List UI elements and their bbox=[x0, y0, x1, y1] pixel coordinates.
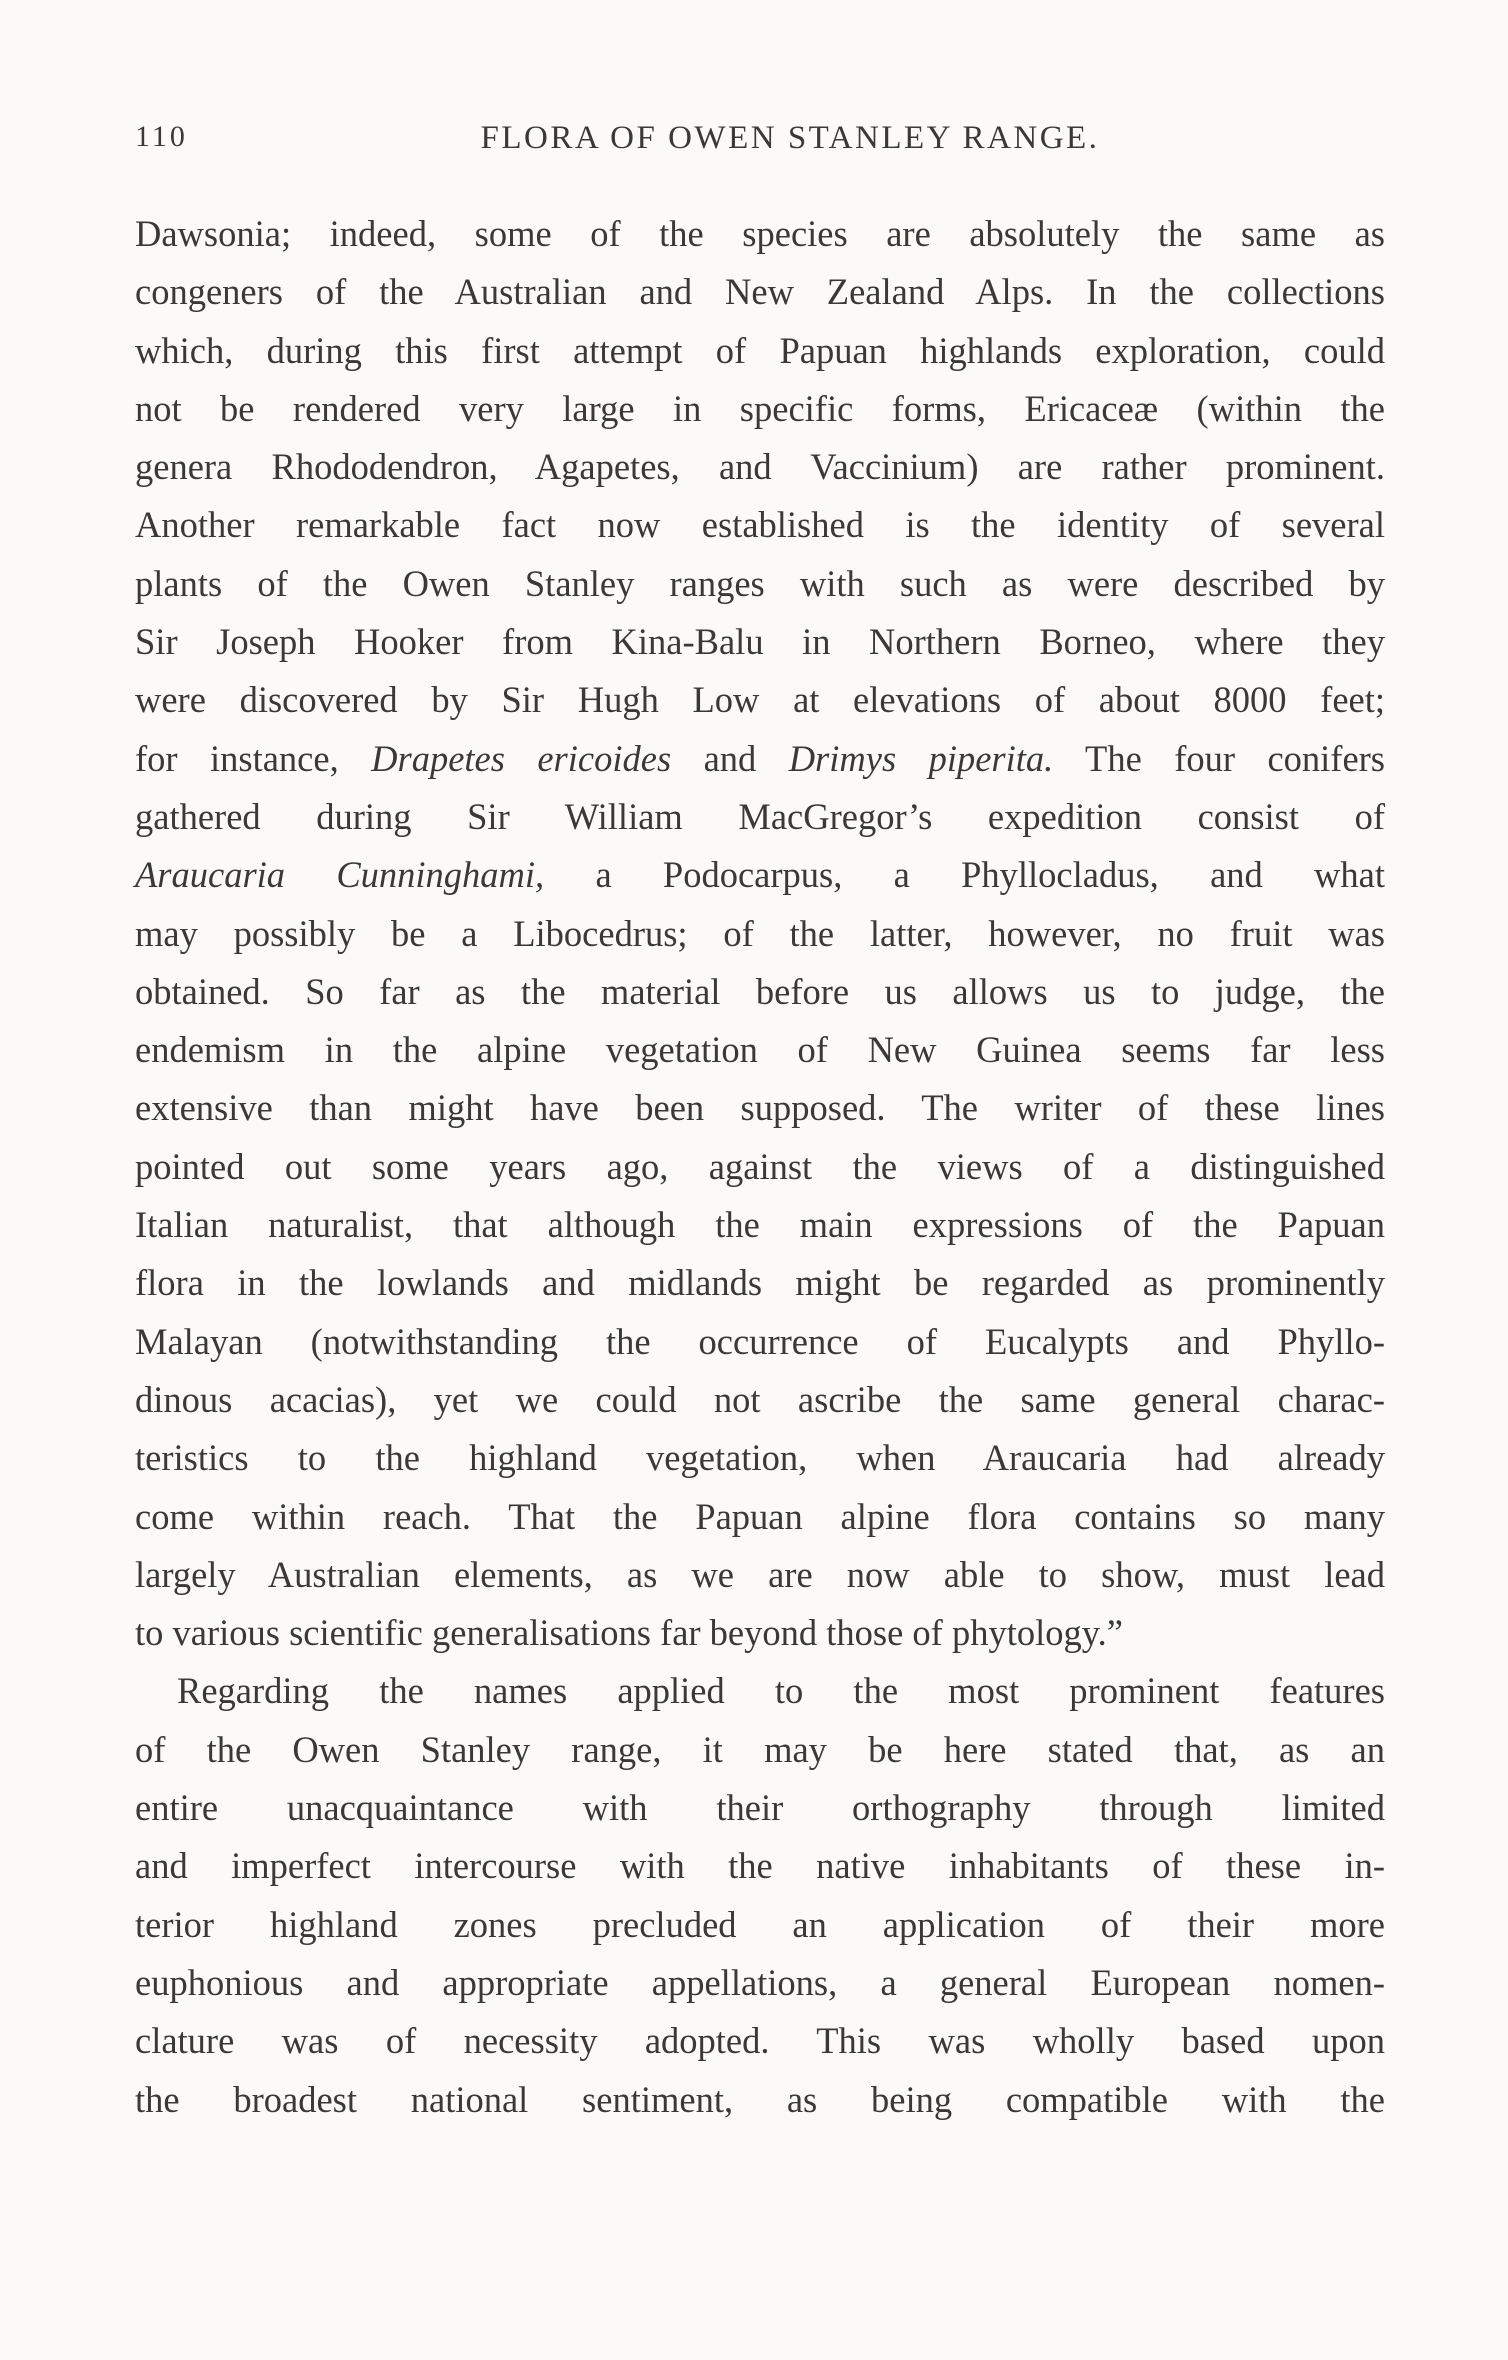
text-segment: Another remarkable fact now established is the identity of several bbox=[135, 504, 1385, 546]
text-line bbox=[135, 1196, 1385, 1254]
text-line bbox=[135, 1021, 1385, 1079]
text-segment: and bbox=[671, 737, 789, 779]
text-segment: the broadest national sentiment, as being compatible with the bbox=[135, 2078, 1385, 2120]
text-segment: endemism in the alpine vegetation of New Guinea seems far less bbox=[135, 1029, 1385, 1071]
text-line bbox=[135, 1837, 1385, 1895]
text-line bbox=[135, 1371, 1385, 1429]
text-line bbox=[135, 205, 1385, 263]
page-number: 110 bbox=[135, 120, 188, 153]
text-segment: come within reach. That the Papuan alpine flora contains so many bbox=[135, 1495, 1385, 1537]
text-segment: Sir Joseph Hooker from Kina-Balu in Northern Borneo, where they bbox=[135, 621, 1385, 663]
text-segment: clature was of necessity adopted. This was wholly based upon bbox=[135, 2020, 1385, 2062]
text-segment: for instance, bbox=[135, 737, 372, 779]
text-segment: a Podocarpus, a Phyllocladus, and what bbox=[544, 854, 1385, 896]
text-segment: largely Australian elements, as we are now able to show, must lead bbox=[135, 1553, 1385, 1595]
text-line bbox=[135, 1604, 1385, 1662]
text-segment: obtained. So far as the material before us allows us to judge, the bbox=[135, 970, 1385, 1012]
text-segment: and imperfect intercourse with the native inhabitants of these in- bbox=[135, 1845, 1385, 1887]
text-line bbox=[135, 380, 1385, 438]
text-segment: which, during this first attempt of Papuan highlands exploration, could bbox=[135, 329, 1385, 371]
text-line bbox=[135, 1896, 1385, 1954]
text-segment: genera Rhododendron, Agapetes, and Vaccinium) are rather prominent. bbox=[135, 446, 1385, 488]
italic-text: Drapetes ericoides bbox=[371, 737, 672, 779]
text-line bbox=[135, 1721, 1385, 1779]
text-segment: extensive than might have been supposed. The writer of these lines bbox=[135, 1087, 1385, 1129]
text-segment: teristics to the highland vegetation, when Araucaria had already bbox=[135, 1437, 1385, 1479]
text-segment: terior highland zones precluded an application of their more bbox=[135, 1903, 1385, 1945]
text-line bbox=[135, 555, 1385, 613]
text-segment: euphonious and appropriate appellations, a general European nomen- bbox=[135, 1961, 1385, 2003]
text-line bbox=[135, 1779, 1385, 1837]
text-segment: The four conifers bbox=[1053, 737, 1386, 779]
text-line bbox=[135, 1138, 1385, 1196]
italic-text: Araucaria Cunninghami, bbox=[135, 854, 545, 896]
text-line bbox=[135, 788, 1385, 846]
page-header bbox=[135, 120, 1385, 170]
text-line bbox=[135, 846, 1385, 904]
text-line bbox=[135, 730, 1385, 788]
text-line bbox=[135, 438, 1385, 496]
body-text bbox=[135, 205, 1385, 2129]
text-segment: not be rendered very large in specific forms, Ericaceæ (within the bbox=[135, 387, 1385, 429]
text-segment: were discovered by Sir Hugh Low at elevations of about 8000 feet; bbox=[135, 679, 1385, 721]
text-segment: pointed out some years ago, against the views of a distinguished bbox=[135, 1145, 1385, 1187]
text-segment: flora in the lowlands and midlands might be regarded as prominently bbox=[135, 1262, 1385, 1304]
text-line bbox=[135, 1079, 1385, 1137]
text-line bbox=[135, 1313, 1385, 1371]
text-segment: congeners of the Australian and New Zealand Alps. In the collections bbox=[135, 271, 1385, 313]
text-segment: dinous acacias), yet we could not ascribe the same general charac- bbox=[135, 1378, 1385, 1420]
text-line bbox=[135, 613, 1385, 671]
text-line bbox=[135, 2012, 1385, 2070]
text-segment: to various scientific generalisations far beyond those of phytology.” bbox=[135, 1612, 1123, 1654]
text-line bbox=[135, 496, 1385, 554]
text-line bbox=[135, 671, 1385, 729]
text-line bbox=[135, 322, 1385, 380]
text-segment: plants of the Owen Stanley ranges with such as were described by bbox=[135, 562, 1385, 604]
text-line bbox=[135, 963, 1385, 1021]
text-line bbox=[135, 1954, 1385, 2012]
text-segment: Dawsonia; indeed, some of the species are absolutely the same as bbox=[135, 213, 1385, 254]
text-segment: of the Owen Stanley range, it may be here stated that, as an bbox=[135, 1728, 1385, 1770]
text-line bbox=[135, 263, 1385, 321]
italic-text: Drimys piperita. bbox=[788, 737, 1054, 779]
text-segment: gathered during Sir William MacGregor’s expedition consist of bbox=[135, 795, 1385, 837]
text-line bbox=[135, 1662, 1385, 1720]
text-line bbox=[135, 2071, 1385, 2129]
text-segment: Italian naturalist, that although the main expressions of the Papuan bbox=[135, 1204, 1385, 1246]
running-title: FLORA OF OWEN STANLEY RANGE. bbox=[480, 120, 1100, 156]
text-line bbox=[135, 1488, 1385, 1546]
text-line bbox=[135, 1429, 1385, 1487]
text-segment: Regarding the names applied to the most prominent features bbox=[177, 1670, 1385, 1712]
text-line bbox=[135, 1254, 1385, 1312]
text-line bbox=[135, 1546, 1385, 1604]
text-segment: may possibly be a Libocedrus; of the latter, however, no fruit was bbox=[135, 912, 1385, 954]
text-segment: entire unacquaintance with their orthography through limited bbox=[135, 1787, 1385, 1829]
text-line bbox=[135, 905, 1385, 963]
text-segment: Malayan (notwithstanding the occurrence of Eucalypts and Phyllo- bbox=[135, 1320, 1385, 1362]
